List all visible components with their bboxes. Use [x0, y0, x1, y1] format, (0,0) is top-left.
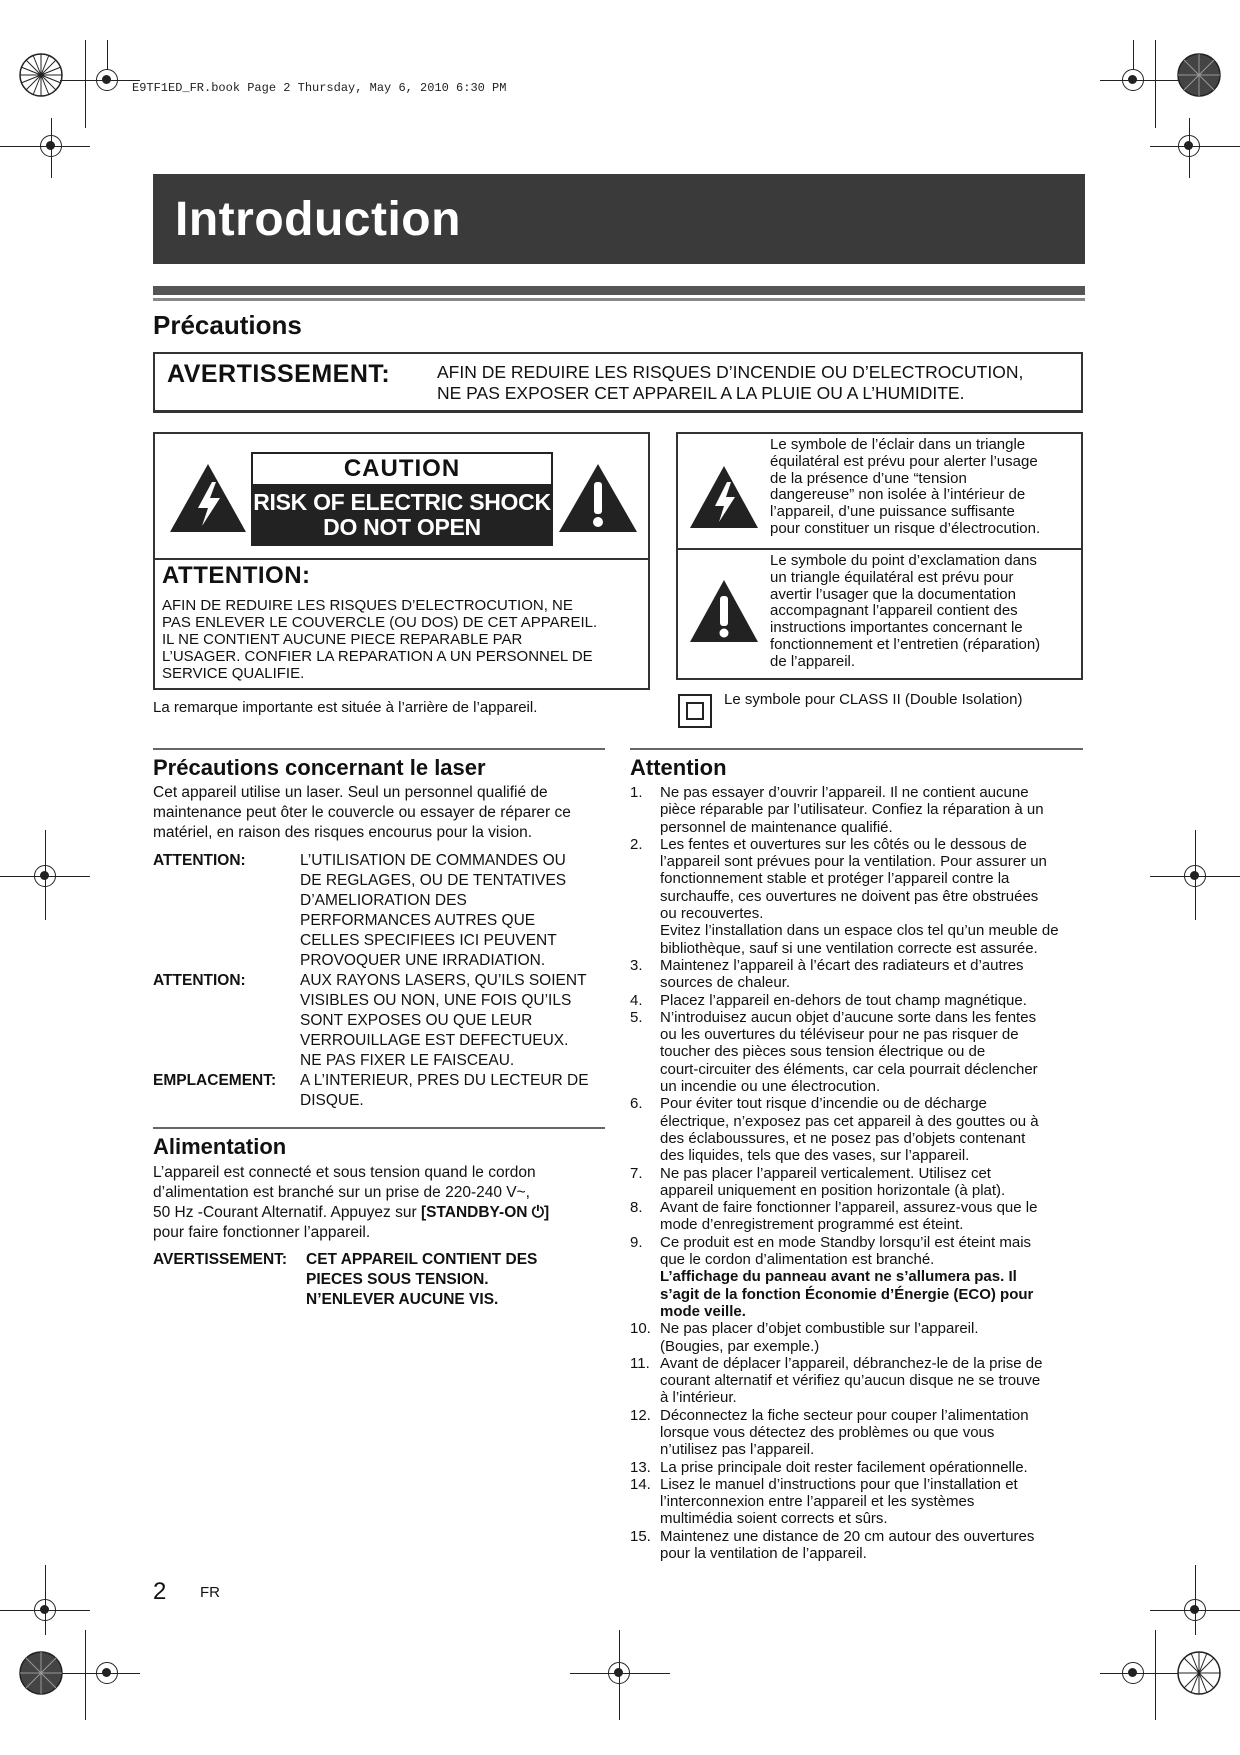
- attention-list: [630, 784, 1085, 1562]
- attention-heading: Attention: [630, 755, 727, 780]
- list-item: 15. Maintenez une distance de 20 cm autour des ouvertures pour la ventilation de l’appareil.: [630, 1527, 1035, 1563]
- list-item: 10. Ne pas placer d’objet combustible sur l’appareil. (Bougies, par exemple.): [630, 1320, 979, 1355]
- exclamation-description: Le symbole du point d’exclamation dans un triangle équilatéral est prévu pour avertir l’usager que la documentation accompagnant l’appareil contient des instructions importantes concernant le fonctionnement et l’entretien (réparation) de l’appareil.: [770, 552, 1041, 670]
- symbols-box: [676, 432, 1083, 680]
- class2-text: Le symbole pour CLASS II (Double Isolation): [724, 691, 1023, 708]
- list-item: 8. Avant de faire fonctionner l’appareil, assurez-vous que le mode d’enregistrement programmé est éteint.: [630, 1199, 1038, 1234]
- list-item: 12. Déconnectez la fiche secteur pour couper l’alimentation lorsque vous détectez des problèmes ou que vous n’utilisez pas l’appareil.: [630, 1406, 1029, 1459]
- registration-rosette-icon: [1176, 52, 1222, 98]
- list-item: 3. Maintenez l’appareil à l’écart des radiateurs et d’autres sources de chaleur.: [630, 956, 1024, 992]
- file-header: E9TF1ED_FR.book Page 2 Thursday, May 6, 2010 6:30 PM: [132, 81, 507, 95]
- intro-banner: [153, 174, 1085, 264]
- list-item: 6. Pour éviter tout risque d’incendie ou de décharge électrique, n’exposez pas cet appareil à des gouttes ou à des éclaboussures, et ne posez pas d’objets contenant des liquides, tels que des vases, sur l’appareil.: [630, 1095, 1039, 1165]
- registration-rosette-icon: [1176, 1650, 1222, 1696]
- section-rule: [153, 748, 605, 750]
- alimentation-text: L’appareil est connecté et sous tension quand le cordon d’alimentation est branché sur un prise de 220-240 V~, 50 Hz -Courant Alternatif. Appuyez sur [STANDBY-ON ⏻] pour faire fonctionner l’appareil.: [153, 1164, 550, 1241]
- laser-heading: Précautions concernant le laser: [153, 755, 486, 780]
- alimentation-warning: AVERTISSEMENT: CET APPAREIL CONTIENT DES PIECES SOUS TENSION. N’ENLEVER AUCUNE VIS.: [153, 1251, 538, 1308]
- list-item: 11. Avant de déplacer l’appareil, débranchez-le de la prise de courant alternatif et vérifiez qu’aucun disque ne se trouve à l’intérieur.: [630, 1354, 1043, 1407]
- standby-on-button-ref: [STANDBY-ON ⏻]: [420, 1204, 550, 1221]
- laser-warning-item: EMPLACEMENT: A L’INTERIEUR, PRES DU LECTEUR DE DISQUE.: [153, 1072, 589, 1109]
- section-rule: [153, 286, 1085, 295]
- lightning-warning-icon: [688, 464, 760, 530]
- laser-warning-item: ATTENTION: AUX RAYONS LASERS, QU’ILS SOIENT VISIBLES OU NON, UNE FOIS QU’ILS SONT EXPOSES OU QUE LEUR VERROUILLAGE EST DEFECTUEUX. NE PAS FIXER LE FAISCEAU.: [153, 972, 587, 1069]
- exclamation-warning-icon: [688, 578, 760, 644]
- registration-target-icon: [1122, 69, 1144, 91]
- list-item: 5. N’introduisez aucun objet d’aucune sorte dans les fentes ou les ouvertures du téléviseur pour ne pas risquer de toucher des pièces sous tension électrique ou de court-circuiter des éléments, car cela pourrait déclencher un incendie ou une électrocution.: [630, 1008, 1038, 1096]
- precautions-heading: Précautions: [153, 310, 302, 340]
- registration-target-icon: [96, 69, 118, 91]
- laser-intro: Cet appareil utilise un laser. Seul un personnel qualifié de maintenance peut ôter le couvercle ou essayer de réparer ce matériel, en raison des risques encourus pour la vision.: [153, 784, 571, 841]
- list-item: 14. Lisez le manuel d’instructions pour que l’installation et l’interconnexion entre l’appareil et les systèmes multimédia soient corrects et sûrs.: [630, 1475, 1018, 1528]
- list-item: 1. Ne pas essayer d’ouvrir l’appareil. Il ne contient aucune pièce réparable par l’utilisateur. Confiez la réparation à un personnel de maintenance qualifié.: [630, 784, 1044, 836]
- caution-box: [153, 432, 650, 690]
- alimentation-heading: Alimentation: [153, 1134, 287, 1159]
- warning-box: [153, 352, 1083, 413]
- page-number: 2: [153, 1578, 167, 1605]
- list-item: 13. La prise principale doit rester facilement opérationnelle.: [630, 1458, 1028, 1476]
- exclamation-warning-icon: [557, 462, 639, 534]
- divider: [155, 558, 648, 560]
- lightning-warning-icon: [168, 462, 248, 534]
- language-code: FR: [200, 1584, 220, 1601]
- section-rule: [630, 748, 1083, 750]
- caution-panel: [251, 452, 553, 548]
- list-item: 7. Ne pas placer l’appareil verticalement. Utilisez cet appareil uniquement en position horizontale (à plat).: [630, 1164, 1006, 1199]
- class2-double-insulation-icon: [678, 694, 712, 728]
- list-item: 4. Placez l’appareil en-dehors de tout champ magnétique.: [630, 991, 1027, 1009]
- attention-text: AFIN DE REDUIRE LES RISQUES D’ELECTROCUTION, NE PAS ENLEVER LE COUVERCLE (OU DOS) DE CET APPAREIL. IL NE CONTIENT AUCUNE PIECE REPARABLE PAR L’USAGER. CONFIER LA REPARATION A UN PERSONNEL DE SERVICE QUALIFIE.: [162, 597, 598, 682]
- list-item: 9. Ce produit est en mode Standby lorsqu’il est éteint mais que le cordon d’alimentation est branché. L’affichage du panneau avant ne s’allumera pas. Il s’agit de la fonction Économie d’Énergie (ECO) pour mode veille.: [630, 1233, 1034, 1320]
- caution-label: CAUTION: [251, 452, 553, 486]
- shock-warning: RISK OF ELECTRIC SHOCK DO NOT OPEN: [251, 486, 553, 546]
- laser-warning-item: ATTENTION: L’UTILISATION DE COMMANDES OU DE REGLAGES, OU DE TENTATIVES D’AMELIORATION DES PERFORMANCES AUTRES QUE CELLES SPECIFIEES ICI PEUVENT PROVOQUER UNE IRRADIATION.: [153, 852, 567, 969]
- laser-warnings: [153, 851, 613, 1111]
- attention-label: ATTENTION:: [162, 562, 311, 589]
- warning-label: AVERTISSEMENT:: [167, 360, 391, 388]
- registration-target-icon: [96, 1662, 118, 1684]
- registration-target-icon: [1122, 1662, 1144, 1684]
- section-rule: [153, 1127, 605, 1129]
- registration-rosette-icon: [18, 1650, 64, 1696]
- registration-rosette-icon: [18, 52, 64, 98]
- list-item: 2. Les fentes et ouvertures sur les côtés ou le dessous de l’appareil sont prévues pour la ventilation. Pour assurer un fonctionnement stable et protéger l’appareil contre la surchauffe, ces ouvertures ne doivent pas être obstruées ou recouvertes. Evitez l’installation dans un espace clos tel qu’un meuble de bibliothèque, sauf si une ventilation correcte est assurée.: [630, 835, 1059, 957]
- page-title: Introduction: [175, 193, 461, 246]
- note-back: La remarque importante est située à l’arrière de l’appareil.: [153, 699, 538, 716]
- section-rule: [153, 298, 1085, 301]
- warning-text: AFIN DE REDUIRE LES RISQUES D’INCENDIE OU D’ELECTROCUTION, NE PAS EXPOSER CET APPAREIL A LA PLUIE OU A L’HUMIDITE.: [437, 362, 1024, 403]
- lightning-description: Le symbole de l’éclair dans un triangle équilatéral est prévu pour alerter l’usage de la présence d’une “tension dangereuse” non isolée à l’intérieur de l’appareil, d’une puissance suffisante pour constituer un risque d’électrocution.: [770, 436, 1041, 537]
- divider: [678, 548, 1081, 550]
